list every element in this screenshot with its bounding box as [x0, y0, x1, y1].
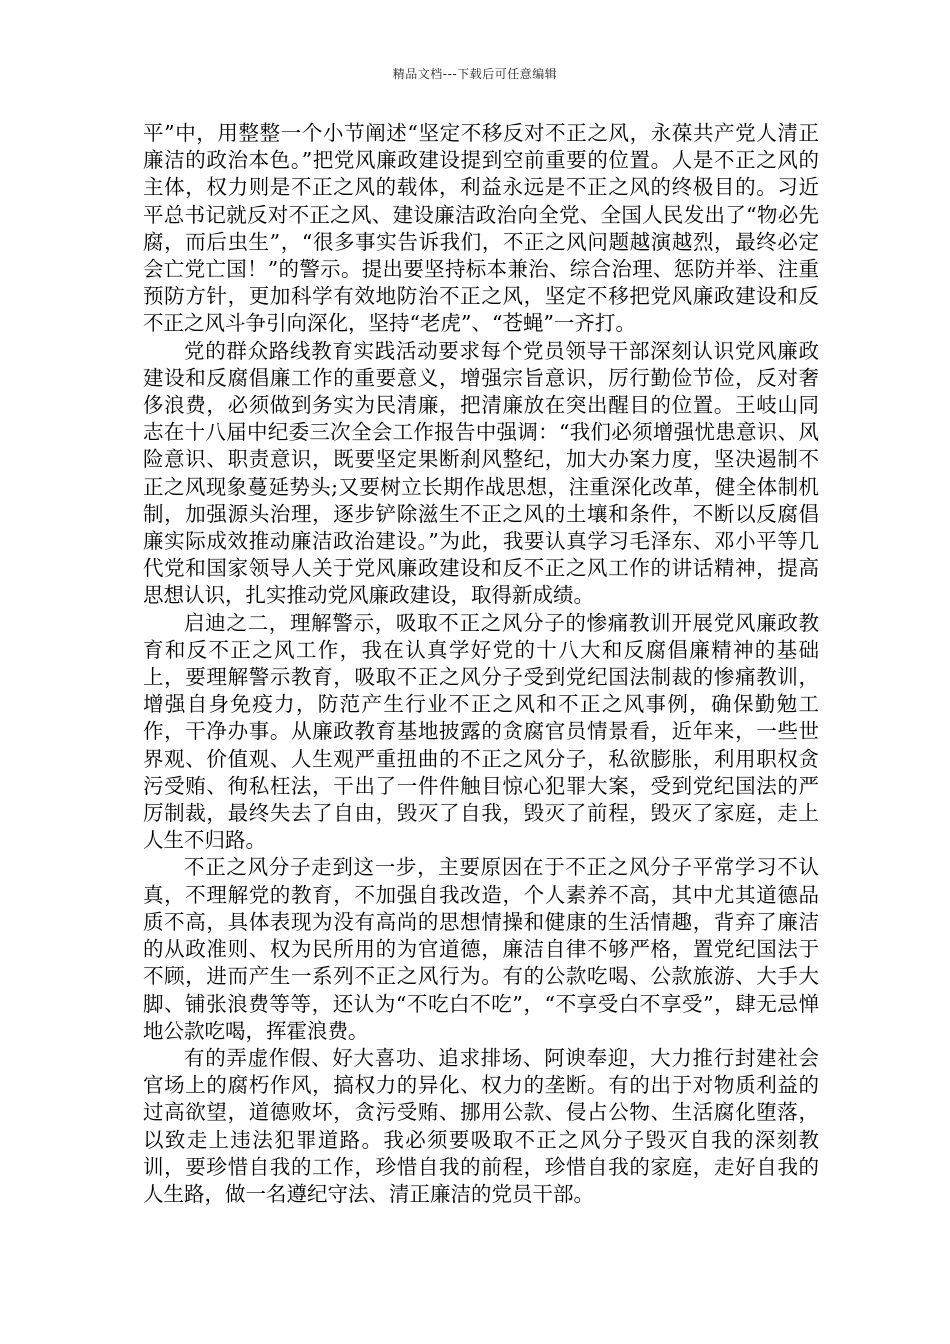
document-body	[143, 120, 819, 1208]
paragraph-4: 不正之风分子走到这一步，主要原因在于不正之风分子平常学习不认真，不理解党的教育，不加强自我改造，个人素养不高，其中尤其道德品质不高，具体表现为没有高尚的思想情操和健康的生活情趣，背弃了廉洁的从政准则、权为民所用的为官道德，廉洁自律不够严格，置党纪国法于不顾，进而产生一系列不正之风行为。有的公款吃喝、公款旅游、大手大脚、铺张浪费等等，还认为“不吃白不吃”，“不享受白不享受”，肆无忌惮地公款吃喝，挥霍浪费。	[143, 855, 819, 1043]
page-header: 精品文档---下载后可任意编辑	[392, 67, 558, 81]
paragraph-1: 平”中，用整整一个小节阐述“坚定不移反对不正之风，永葆共产党人清正廉洁的政治本色。”把党风廉政建设提到空前重要的位置。人是不正之风的主体，权力则是不正之风的载体，利益永远是不正之风的终极目的。习近平总书记就反对不正之风、建设廉洁政治向全党、全国人民发出了“物必先腐，而后虫生”，“很多事实告诉我们，不正之风问题越演越烈，最终必定会亡党亡国！”的警示。提出要坚持标本兼治、综合治理、惩防并举、注重预防方针，更加科学有效地防治不正之风，坚定不移把党风廉政建设和反不正之风斗争引向深化，坚持“老虎”、“苍蝇”一齐打。	[143, 121, 819, 336]
paragraph-2: 党的群众路线教育实践活动要求每个党员领导干部深刻认识党风廉政建设和反腐倡廉工作的重要意义，增强宗旨意识，厉行勤俭节俭，反对奢侈浪费，必须做到务实为民清廉，把清廉放在突出醒目的位置。王岐山同志在十八届中纪委三次全会工作报告中强调：“我们必须增强忧患意识、风险意识、职责意识，既要坚定果断刹风整纪，加大办案力度，坚决遏制不正之风现象蔓延势头;又要树立长期作战思想，注重深化改革，健全体制机制，加强源头治理，逐步铲除滋生不正之风的土壤和条件，不断以反腐倡廉实际成效推动廉洁政治建设。”为此，我要认真学习毛泽东、邓小平等几代党和国家领导人关于党风廉政建设和反不正之风工作的讲话精神，提高思想认识，扎实推动党风廉政建设，取得新成绩。	[143, 338, 819, 608]
paragraph-3: 启迪之二，理解警示，吸取不正之风分子的惨痛教训开展党风廉政教育和反不正之风工作，我在认真学好党的十八大和反腐倡廉精神的基础上，要理解警示教育，吸取不正之风分子受到党纪国法制裁的惨痛教训，增强自身免疫力，防范产生行业不正之风和不正之风事例，确保勤勉工作，干净办事。从廉政教育基地披露的贪腐官员情景看，近年来，一些世界观、价值观、人生观严重扭曲的不正之风分子，私欲膨胀，利用职权贪污受贿、徇私枉法，干出了一件件触目惊心犯罪大案，受到党纪国法的严厉制裁，最终失去了自由，毁灭了自我，毁灭了前程，毁灭了家庭，走上人生不归路。	[143, 610, 819, 853]
paragraph-5: 有的弄虚作假、好大喜功、追求排场、阿谀奉迎，大力推行封建社会官场上的腐朽作风，搞权力的异化、权力的垄断。有的出于对物质利益的过高欲望，道德败坏，贪污受贿、挪用公款、侵占公物、生活腐化堕落，以致走上违法犯罪道路。我必须要吸取不正之风分子毁灭自我的深刻教训，要珍惜自我的工作，珍惜自我的前程，珍惜自我的家庭，走好自我的人生路，做一名遵纪守法、清正廉洁的党员干部。	[143, 1045, 819, 1206]
